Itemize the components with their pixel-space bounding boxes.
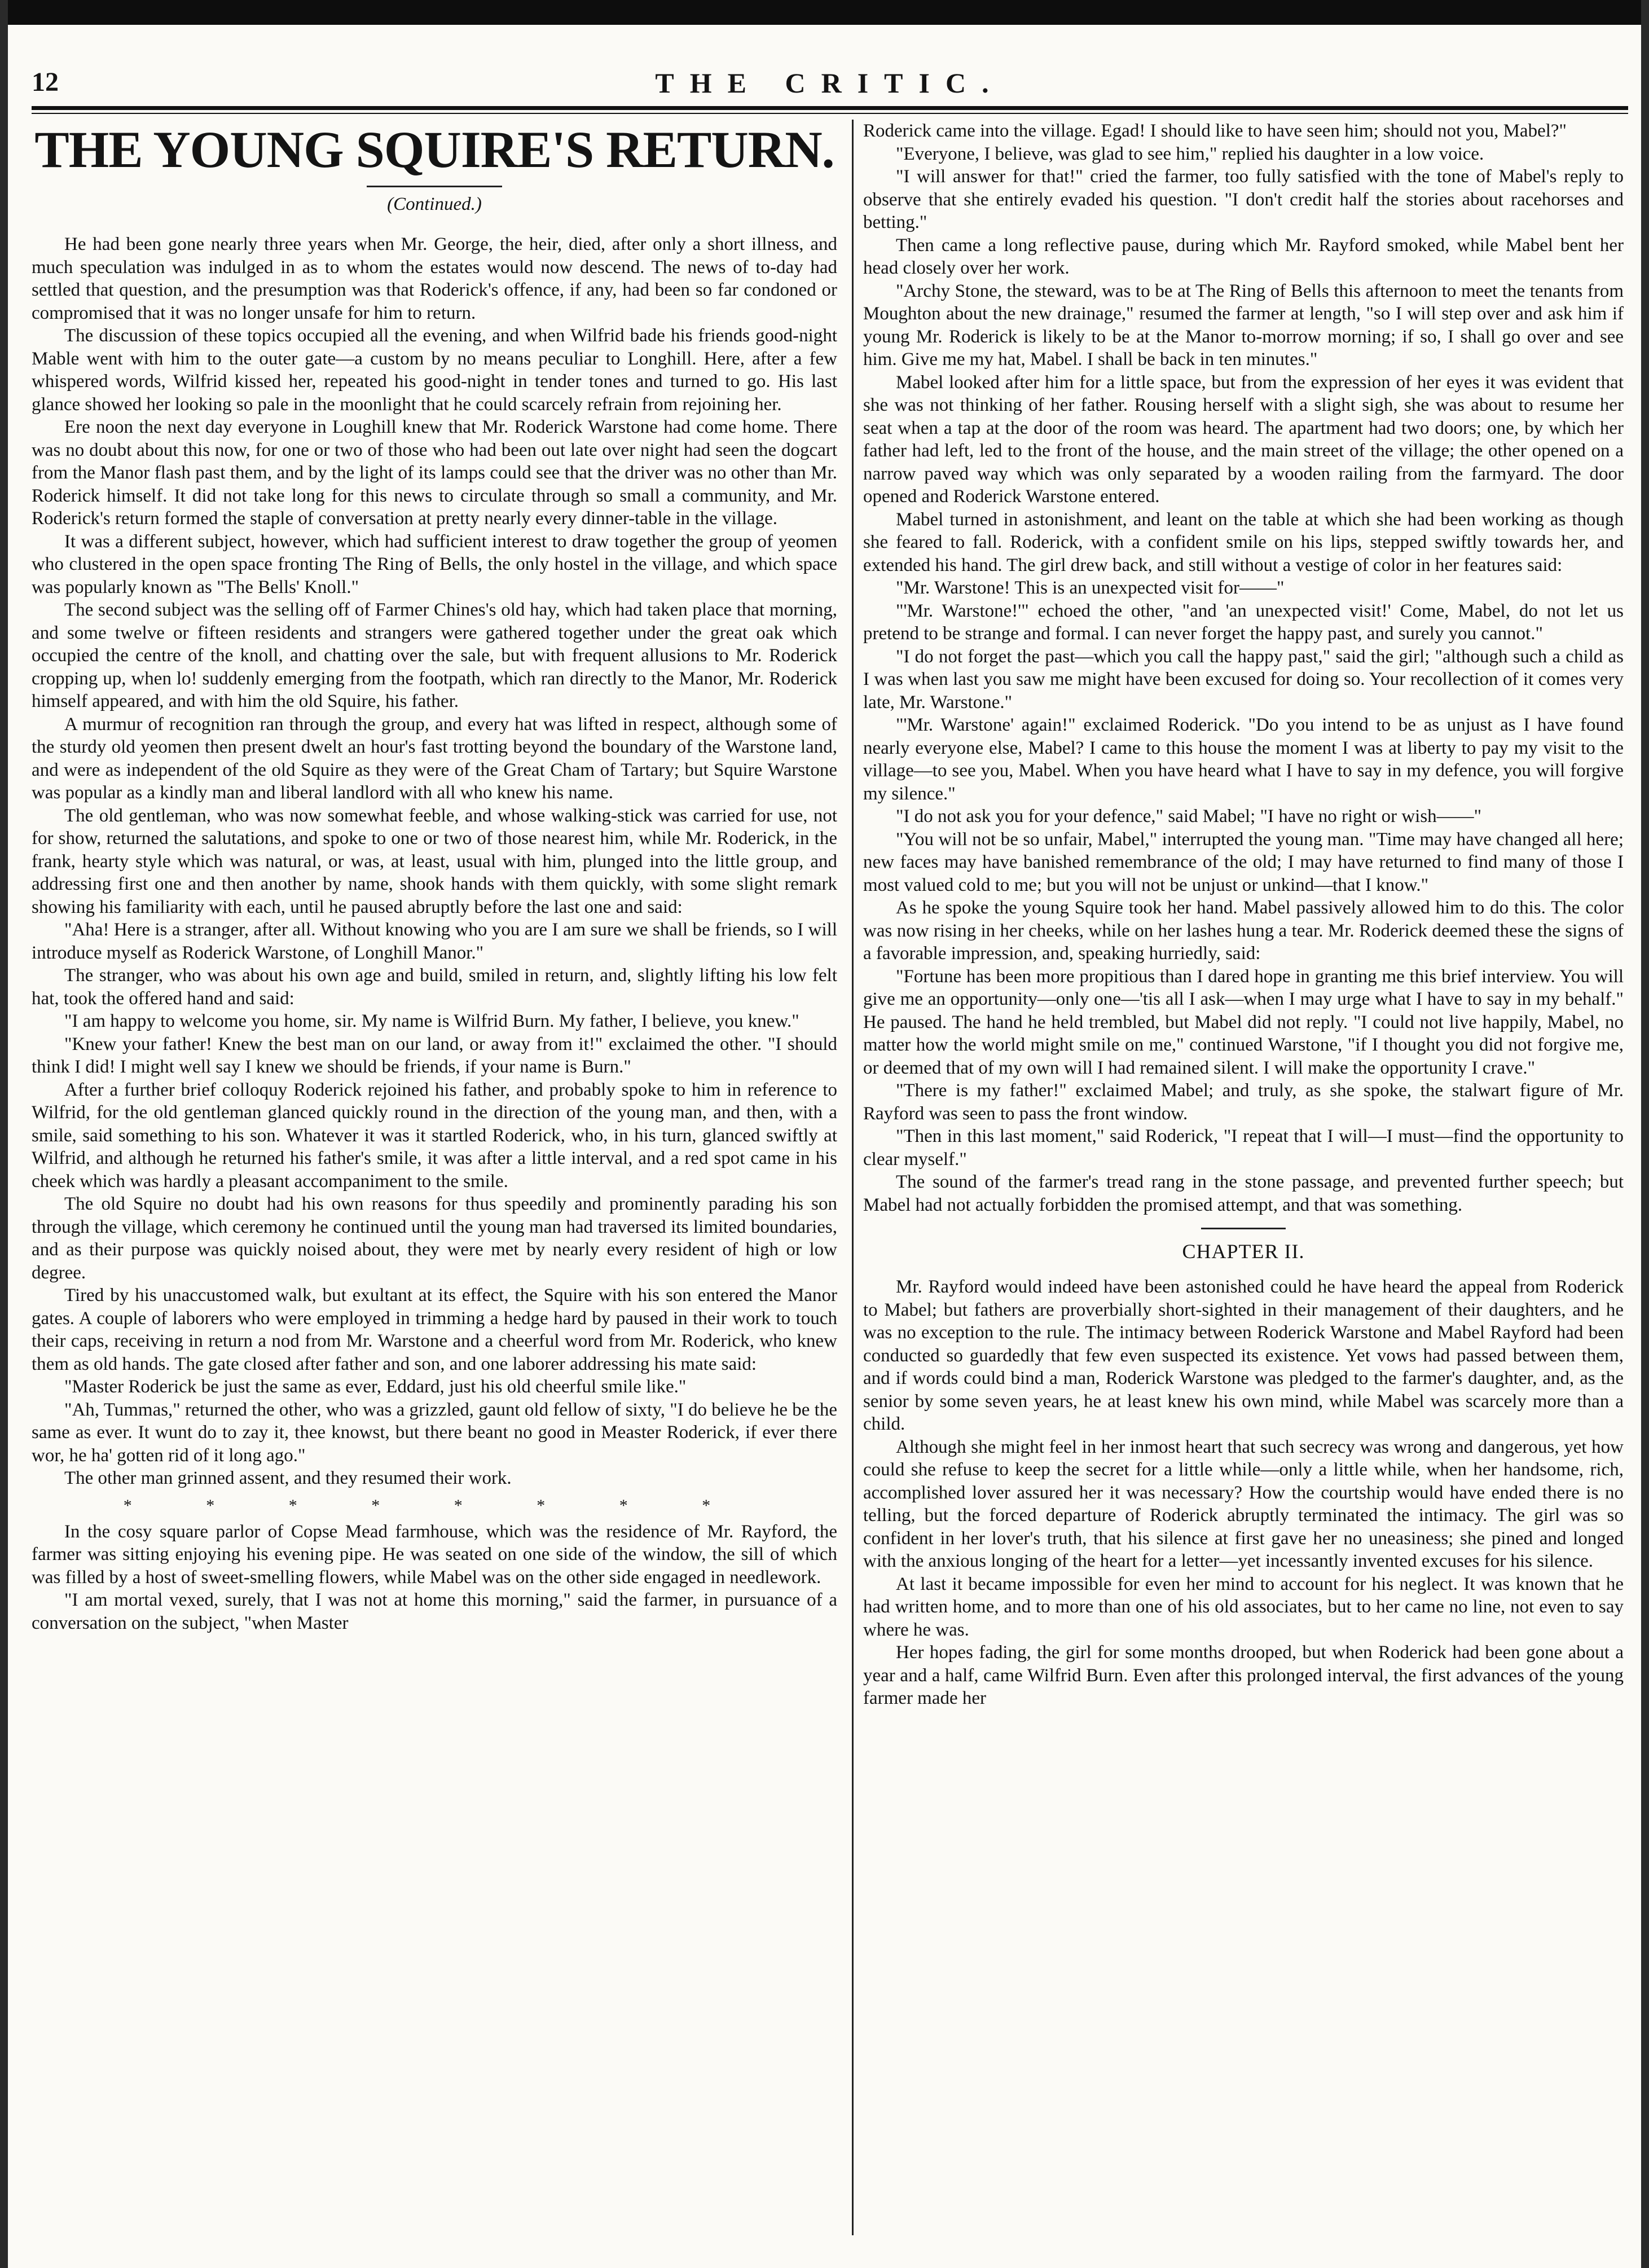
paragraph: "There is my father!" exclaimed Mabel; and truly, as she spoke, the stalwart figure of Mr. Rayford was seen to pass the front window. [863, 1080, 1624, 1124]
paragraph: The old gentleman, who was now somewhat feeble, and whose walking-stick was carried for use, not for show, returned the salutations, and spoke to one or two of those nearest him, while Mr. Roderick, in the frank, hearty style which was natural, or was, at least, usual with him, plunged into the little group, and addressing first one and then another by name, shook hands with them quickly, with some slight remark showing his familiarity with each, until he paused abruptly before the last one and said: [32, 805, 837, 917]
paragraph: Although she might feel in her inmost heart that such secrecy was wrong and dangerous, yet how could she refuse to keep the secret for a little while—only a little while, when her handsome, rich, accomplished lover assured her it was necessary? How the courtship would have ended there is no telling, but the forced departure of Roderick abruptly terminated the intimacy. The girl was so confident in her lover's truth, that his silence at first gave her no uneasiness; she pined and longed with the anxious longing of the heart for a letter—yet incessantly invented excuses for his silence. [863, 1436, 1624, 1571]
paragraph: Her hopes fading, the girl for some months drooped, but when Roderick had been gone about a year and a half, came Wilfrid Burn. Even after this prolonged interval, the first advances of the young farmer made her [863, 1642, 1624, 1708]
paragraph: "Knew your father! Knew the best man on our land, or away from it!" exclaimed the other. "I should think I did! I might well say I knew we should be friends, if your name is Burn." [32, 1034, 837, 1078]
paragraph: "I do not forget the past—which you call the happy past," said the girl; "although such a child as I was when last you saw me might have been excused for doing so. Your recollection of it comes very late, Mr. Warstone." [863, 646, 1624, 713]
paragraph: "Aha! Here is a stranger, after all. Without knowing who you are I am sure we shall be friends, so I will introduce myself as Roderick Warstone, of Longhill Manor." [32, 920, 837, 963]
paragraph: The discussion of these topics occupied all the evening, and when Wilfrid bade his friends good-night Mable went with him to the outer gate—a custom by no means peculiar to Longhill. Here, after a few whispered words, Wilfrid kissed her, repeated his good-night in tender tones and turned to go. His last glance showed her looking so pale in the moonlight that he could scarcely refrain from rejoining her. [32, 326, 837, 415]
paragraph: It was a different subject, however, which had sufficient interest to draw together the group of yeomen who clustered in the open space fronting The Ring of Bells, the only hostel in the village, and which space was popularly known as "The Bells' Knoll." [32, 531, 837, 597]
column-divider [852, 120, 854, 2235]
left-column [32, 120, 837, 2241]
right-body-text [863, 120, 1624, 1216]
paragraph: "I will answer for that!" cried the farmer, too fully satisfied with the tone of Mabel's reply to observe that she entirely evaded his question. "I don't credit half the stories about racehorses and betting." [863, 166, 1624, 232]
chapter-rule [1201, 1228, 1286, 1229]
paragraph: Ere noon the next day everyone in Loughill knew that Mr. Roderick Warstone had come home. There was no doubt about this now, for one or two of those who had been out late over night had seen the dogcart from the Manor flash past them, and by the light of its lamps could see that the driver was no other than Mr. Roderick himself. It did not take long for this news to circulate through so small a community, and Mr. Roderick's return formed the staple of conversation at pretty nearly every dinner-table in the village. [32, 417, 837, 529]
paragraph: Roderick came into the village. Egad! I should like to have seen him; should not you, Mabel?" [863, 121, 1567, 141]
paragraph: The other man grinned assent, and they resumed their work. [64, 1468, 512, 1489]
paragraph: "Then in this last moment," said Roderick, "I repeat that I will—I must—find the opportunity to clear myself." [863, 1126, 1624, 1170]
paragraph: "Archy Stone, the steward, was to be at The Ring of Bells this afternoon to meet the tenants from Moughton about the new drainage," resumed the farmer at length, "so I will step over and ask him if young Mr. Roderick is likely to be at the Manor to-morrow morning; if so, I shall go over and see him. Give me my hat, Mabel. I shall be back in ten minutes." [863, 280, 1624, 370]
paragraph: Then came a long reflective pause, during which Mr. Rayford smoked, while Mabel bent her head closely over her work. [863, 235, 1624, 278]
paragraph: Mabel turned in astonishment, and leant on the table at which she had been working as though she feared to fall. Roderick, with a confident smile on his lips, stepped swiftly towards her, and extended his hand. The girl drew back, and still without a vestige of color in her features said: [863, 509, 1624, 575]
top-border [0, 0, 1649, 25]
article-headline: THE YOUNG SQUIRE'S RETURN. [34, 121, 834, 178]
paragraph: Tired by his unaccustomed walk, but exultant at its effect, the Squire with his son entered the Manor gates. A couple of laborers who were employed in trimming a hedge hard by paused in their work to touch their caps, receiving in return a nod from Mr. Warstone and a cheerful word from Mr. Roderick, who knew them as old hands. The gate closed after father and son, and one laborer addressing his mate said: [32, 1285, 837, 1374]
paragraph: In the cosy square parlor of Copse Mead farmhouse, which was the residence of Mr. Rayford, the farmer was sitting enjoying his evening pipe. He was seated on one side of the window, the sill of which was filled by a host of sweet-smelling flowers, while Mabel was on the other side engaged in needlework. [32, 1521, 837, 1588]
page-number: 12 [32, 67, 59, 97]
paragraph: "'Mr. Warstone' again!" exclaimed Roderick. "Do you intend to be as unjust as I have found nearly everyone else, Mabel? I came to this house the moment I was at liberty to pay my visit to the village—to see you, Mabel. When you have heard what I have to say in my defence, you will forgive my silence." [863, 715, 1624, 804]
continued-note: (Continued.) [387, 194, 482, 215]
right-column [863, 120, 1624, 2241]
paragraph: Mr. Rayford would indeed have been astonished could he have heard the appeal from Roderick to Mabel; but fathers are proverbially short-sighted in their management of their daughters, and he was no exception to the rule. The intimacy between Roderick Warstone and Mabel Rayford had been conducted so guardedly that few even suspected its existence. Yet vows had passed between them, and if words could bind a man, Roderick Warstone was pledged to the farmer's daughter, and, as the senior by some seven years, he at least knew his own mind, while Mabel was scarcely more than a child. [863, 1277, 1624, 1434]
paragraph: "Master Roderick be just the same as ever, Eddard, just his old cheerful smile like." [64, 1377, 687, 1397]
left-body-text-after-break [32, 1520, 837, 1635]
paragraph: The sound of the farmer's tread rang in the stone passage, and prevented further speech; but Mabel had not actually forbidden the promised attempt, and that was something. [863, 1172, 1624, 1215]
masthead-rule [32, 106, 1628, 110]
paragraph: The old Squire no doubt had his own reasons for thus speedily and prominently parading his son through the village, which ceremony he continued until the young man had traversed its limited boundaries, and as their purpose was quickly noised about, they were met by nearly every resident of high or low degree. [32, 1194, 837, 1283]
paragraph: At last it became impossible for even her mind to account for his neglect. It was known that he had written home, and to more than one of his old associates, but to her came no line, not even to say where he was. [863, 1573, 1624, 1640]
paragraph: "Ah, Tummas," returned the other, who was a grizzled, gaunt old fellow of sixty, "I do believe he be the same as ever. It wunt do to zay it, thee knowst, but there beant no good in Measter Roderick, if ever there wor, he ha' gotten rid of it long ago." [32, 1399, 837, 1466]
masthead-rule-thin [32, 113, 1628, 114]
chapter-body-text [863, 1276, 1624, 1710]
paper-title: THE CRITIC. [655, 67, 1005, 99]
paragraph: He had been gone nearly three years when Mr. George, the heir, died, after only a short illness, and much speculation was indulged in as to whom the estates would now descend. The news of to-day had settled that question, and the presumption was that Roderick's offence, if any, had been so far condoned or compromised that it was no longer unsafe for him to return. [32, 234, 837, 323]
paragraph: The stranger, who was about his own age and build, smiled in return, and, slightly lifting his low felt hat, took the offered hand and said: [32, 965, 837, 1009]
headline-rule [367, 186, 502, 187]
paragraph: The second subject was the selling off of Farmer Chines's old hay, which had taken place that morning, and some twelve or fifteen residents and strangers were gathered together under the great oak which occupied the centre of the knoll, and chatting over the sale, but with frequent allusions to Mr. Roderick cropping up, when lo! suddenly emerging from the footpath, which ran directly to the Manor, Mr. Roderick himself appeared, and with him the old Squire, his father. [32, 600, 837, 712]
left-body-text [32, 233, 837, 1490]
paragraph: "Everyone, I believe, was glad to see him," replied his daughter in a low voice. [896, 143, 1484, 164]
paragraph: "I am happy to welcome you home, sir. My name is Wilfrid Burn. My father, I believe, you knew." [64, 1011, 799, 1032]
paragraph: A murmur of recognition ran through the group, and every hat was lifted in respect, although some of the sturdy old yeomen then present dwelt an hour's fast trotting beyond the boundary of the Warstone land, and were as independent of the old Squire as they were of the Great Cham of Tartary; but Squire Warstone was popular as a kindly man and liberal landlord with all who knew his name. [32, 714, 837, 803]
paragraph: "'Mr. Warstone!'" echoed the other, "and 'an unexpected visit!' Come, Mabel, do not let us pretend to be strange and formal. I can never forget the happy past, and surely you cannot." [863, 600, 1624, 644]
right-page-edge [1641, 0, 1649, 2268]
paragraph: As he spoke the young Squire took her hand. Mabel passively allowed him to do this. The color was now rising in her cheeks, while on her lashes hung a tear. Mr. Roderick deemed these the signs of a favorable impression, and, speaking hurriedly, said: [863, 898, 1624, 964]
left-page-edge [0, 0, 8, 2268]
paragraph: "I do not ask you for your defence," said Mabel; "I have no right or wish——" [896, 806, 1482, 827]
paragraph: "Fortune has been more propitious than I dared hope in granting me this brief interview. You will give me an opportunity—only one—'tis all I ask—when I may urge what I have to say in my behalf." He paused. The hand he held trembled, but Mabel did not reply. "I could not live happily, Mabel, no matter how the world might smile on me," continued Warstone, "if I thought you did not forgive me, or deemed that of my own will I had remained silent. I will make the opportunity I crave." [863, 966, 1624, 1078]
paragraph: "You will not be so unfair, Mabel," interrupted the young man. "Time may have changed all here; new faces may have banished remembrance of the old; I may have returned to find many of those I most valued cold to me; but you will not be unjust or unkind—that I know." [863, 829, 1624, 895]
paragraph: Mabel looked after him for a little space, but from the expression of her eyes it was evident that she was not thinking of her father. Rousing herself with a slight sigh, she was about to resume her seat when a tap at the door of the room was heard. The apartment had two doors; one, by which her father had left, led to the front of the house, and the main street of the village; the other opened on a narrow paved way which was only separated by a wooden railing from the farmyard. The door opened and Roderick Warstone entered. [863, 372, 1624, 507]
paragraph: "I am mortal vexed, surely, that I was not at home this morning," said the farmer, in pursuance of a conversation on the subject, "when Master [32, 1590, 837, 1633]
masthead [32, 67, 1628, 106]
section-break-stars: * * * * * * * * [123, 1496, 746, 1515]
paragraph: "Mr. Warstone! This is an unexpected visit for——" [896, 578, 1285, 598]
chapter-heading: CHAPTER II. [1182, 1240, 1305, 1263]
paragraph: After a further brief colloquy Roderick rejoined his father, and probably spoke to him in reference to Wilfrid, for the old gentleman glanced quickly round in the direction of the young man, and then, with a smile, said something to his son. Whatever it was it startled Roderick, who, in his turn, glanced swiftly at Wilfrid, and although he returned his father's smile, it was after a little interval, and a red spot came in his cheek which was hardly a pleasant accompaniment to the smile. [32, 1079, 837, 1192]
